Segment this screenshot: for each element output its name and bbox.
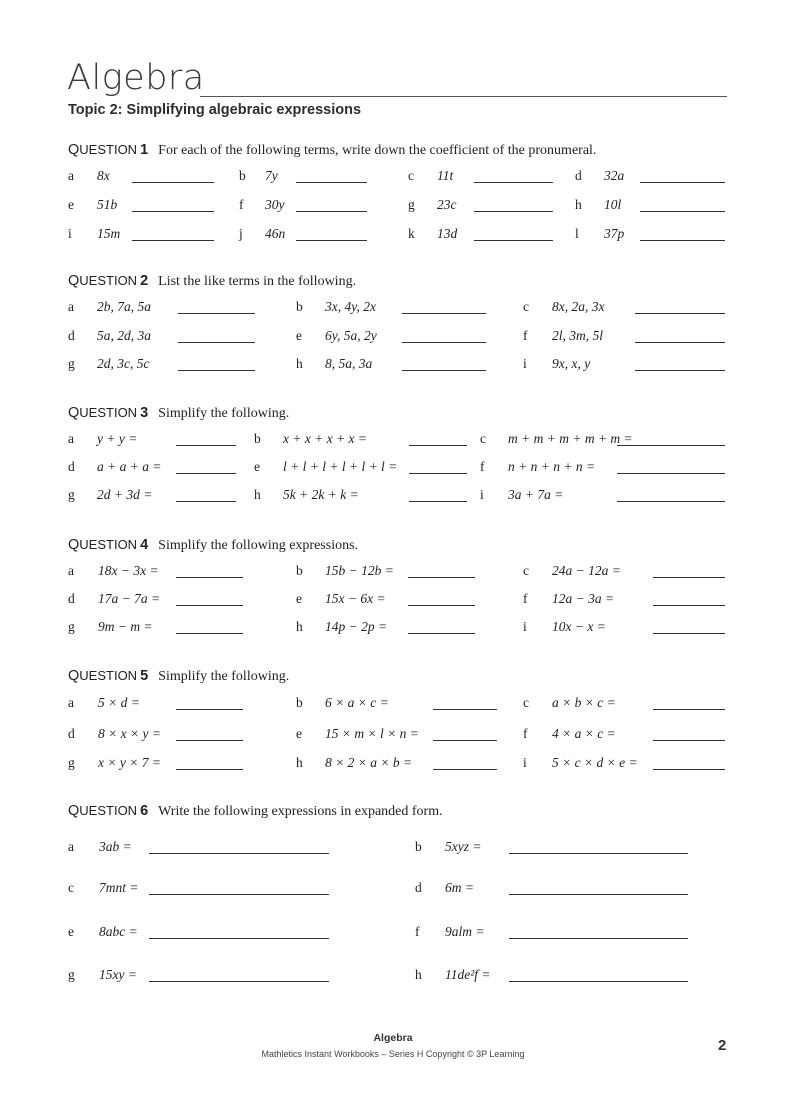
item-expression: 6 × a × c =	[325, 695, 389, 710]
item-expression: 23c	[437, 197, 457, 212]
answer-line[interactable]	[402, 370, 486, 371]
answer-line[interactable]	[617, 445, 725, 446]
question-number: 1	[140, 142, 149, 158]
item-letter: a	[68, 695, 74, 710]
answer-line[interactable]	[509, 981, 688, 982]
answer-line[interactable]	[474, 211, 553, 212]
item-expression: 9m − m =	[98, 619, 153, 634]
answer-line[interactable]	[149, 981, 329, 982]
answer-line[interactable]	[409, 445, 467, 446]
item-letter: f	[239, 197, 244, 212]
item-letter: a	[68, 839, 74, 854]
answer-line[interactable]	[474, 182, 553, 183]
question-label: QUESTION	[68, 803, 138, 819]
item-letter: d	[415, 880, 422, 895]
question-instruction: For each of the following terms, write down the coefficient of the pronumeral.	[158, 143, 597, 158]
answer-line[interactable]	[653, 577, 725, 578]
answer-line[interactable]	[653, 633, 725, 634]
item-letter: l	[575, 226, 579, 241]
answer-line[interactable]	[408, 605, 475, 606]
question-number: 6	[140, 803, 149, 819]
item-letter: e	[254, 459, 260, 474]
question-instruction: Simplify the following.	[158, 406, 290, 421]
answer-line[interactable]	[176, 501, 236, 502]
question-5-heading	[68, 668, 289, 685]
item-letter: g	[68, 619, 75, 634]
question-label: QUESTION	[68, 142, 138, 158]
answer-line[interactable]	[176, 577, 243, 578]
item-letter: c	[523, 563, 529, 578]
item-letter: a	[68, 299, 74, 314]
item-expression: 37p	[604, 226, 625, 241]
item-expression: x + x + x + x =	[283, 431, 368, 446]
page-number: 2	[718, 1037, 727, 1054]
answer-line[interactable]	[149, 853, 329, 854]
item-expression: 32a	[604, 168, 625, 183]
question-label: QUESTION	[68, 668, 138, 684]
item-expression: 15xy =	[99, 967, 137, 982]
item-letter: b	[296, 563, 303, 578]
item-letter: f	[415, 924, 420, 939]
item-letter: h	[296, 619, 303, 634]
topic-heading: Topic 2: Simplifying algebraic expressions	[68, 102, 362, 118]
question-instruction: List the like terms in the following.	[158, 274, 357, 289]
item-letter: e	[68, 197, 74, 212]
item-letter: b	[296, 299, 303, 314]
item-letter: d	[68, 591, 75, 606]
answer-line[interactable]	[640, 240, 725, 241]
item-expression: 10x − x =	[552, 619, 606, 634]
answer-line[interactable]	[635, 313, 725, 314]
item-letter: e	[296, 591, 302, 606]
footer-title: Algebra	[373, 1032, 413, 1044]
answer-line[interactable]	[509, 853, 688, 854]
item-expression: 7y	[265, 168, 278, 183]
item-expression: 9alm =	[445, 924, 485, 939]
item-letter: f	[523, 328, 528, 343]
answer-line[interactable]	[176, 473, 236, 474]
item-expression: a × b × c =	[552, 695, 616, 710]
item-letter: b	[239, 168, 246, 183]
item-letter: c	[523, 695, 529, 710]
answer-line[interactable]	[178, 313, 255, 314]
item-expression: 12a − 3a =	[552, 591, 615, 606]
answer-line[interactable]	[635, 370, 725, 371]
answer-line[interactable]	[132, 211, 214, 212]
answer-line[interactable]	[296, 240, 367, 241]
item-expression: 8abc =	[99, 924, 138, 939]
answer-line[interactable]	[149, 938, 329, 939]
question-label: QUESTION	[68, 405, 138, 421]
answer-line[interactable]	[296, 211, 367, 212]
answer-line[interactable]	[617, 473, 725, 474]
item-letter: b	[415, 839, 422, 854]
item-letter: i	[523, 755, 527, 770]
question-number: 4	[140, 537, 149, 553]
page-title: Algebra	[67, 58, 205, 98]
item-expression: 7mnt =	[99, 880, 139, 895]
item-expression: l + l + l + l + l + l =	[283, 459, 398, 474]
answer-line[interactable]	[653, 769, 725, 770]
item-letter: e	[296, 726, 302, 741]
item-expression: 2d, 3c, 5c	[97, 356, 150, 371]
answer-line[interactable]	[408, 633, 475, 634]
answer-line[interactable]	[653, 605, 725, 606]
answer-line[interactable]	[149, 894, 329, 895]
item-expression: 51b	[97, 197, 118, 212]
answer-line[interactable]	[433, 769, 497, 770]
question-2-heading	[68, 273, 356, 290]
answer-line[interactable]	[176, 445, 236, 446]
answer-line[interactable]	[176, 740, 243, 741]
item-expression: 3ab =	[99, 839, 132, 854]
answer-line[interactable]	[408, 577, 475, 578]
answer-line[interactable]	[474, 240, 553, 241]
answer-line[interactable]	[509, 938, 688, 939]
item-expression: 2l, 3m, 5l	[552, 328, 604, 343]
item-expression: 10l	[604, 197, 622, 212]
answer-line[interactable]	[296, 182, 367, 183]
answer-line[interactable]	[653, 740, 725, 741]
item-expression: 5k + 2k + k =	[283, 487, 359, 502]
answer-line[interactable]	[509, 894, 688, 895]
item-letter: c	[408, 168, 414, 183]
question-label: QUESTION	[68, 537, 138, 553]
item-expression: 17a − 7a =	[98, 591, 161, 606]
question-4-heading	[68, 537, 358, 554]
item-letter: d	[68, 328, 75, 343]
item-expression: 8 × 2 × a × b =	[325, 755, 413, 770]
item-expression: a + a + a =	[97, 459, 162, 474]
item-expression: n + n + n + n =	[508, 459, 596, 474]
item-letter: g	[68, 487, 75, 502]
question-label: QUESTION	[68, 273, 138, 289]
question-instruction: Simplify the following.	[158, 669, 290, 684]
item-letter: i	[523, 619, 527, 634]
title-rule	[200, 96, 727, 97]
item-expression: 8, 5a, 3a	[325, 356, 373, 371]
answer-line[interactable]	[635, 342, 725, 343]
item-letter: e	[296, 328, 302, 343]
item-letter: c	[68, 880, 74, 895]
answer-line[interactable]	[433, 740, 497, 741]
item-expression: 3x, 4y, 2x	[325, 299, 376, 314]
item-letter: d	[68, 726, 75, 741]
answer-line[interactable]	[402, 313, 486, 314]
item-expression: 30y	[265, 197, 285, 212]
question-instruction: Write the following expressions in expanded form.	[158, 804, 443, 819]
item-letter: b	[296, 695, 303, 710]
item-expression: 13d	[437, 226, 458, 241]
item-expression: 6y, 5a, 2y	[325, 328, 377, 343]
question-instruction: Simplify the following expressions.	[158, 538, 359, 553]
item-letter: h	[296, 356, 303, 371]
item-expression: 11de²f =	[445, 967, 491, 982]
answer-line[interactable]	[176, 769, 243, 770]
item-letter: g	[68, 356, 75, 371]
item-expression: 15b − 12b =	[325, 563, 394, 578]
answer-line[interactable]	[132, 182, 214, 183]
item-letter: b	[254, 431, 261, 446]
item-letter: i	[480, 487, 484, 502]
item-expression: 15m	[97, 226, 121, 241]
answer-line[interactable]	[653, 709, 725, 710]
item-letter: h	[415, 967, 422, 982]
item-expression: 8 × x × y =	[98, 726, 161, 741]
item-letter: a	[68, 168, 74, 183]
item-letter: f	[523, 726, 528, 741]
answer-line[interactable]	[640, 182, 725, 183]
item-letter: d	[68, 459, 75, 474]
question-number: 3	[140, 405, 149, 421]
question-number: 5	[140, 668, 149, 684]
item-expression: 8x	[97, 168, 110, 183]
item-letter: g	[68, 967, 75, 982]
item-letter: g	[68, 755, 75, 770]
item-expression: 5 × c × d × e =	[552, 755, 638, 770]
answer-line[interactable]	[178, 342, 255, 343]
answer-line[interactable]	[640, 211, 725, 212]
item-letter: j	[239, 226, 243, 241]
answer-line[interactable]	[433, 709, 497, 710]
item-expression: 11t	[437, 168, 454, 183]
item-letter: i	[523, 356, 527, 371]
answer-line[interactable]	[409, 501, 467, 502]
item-expression: x × y × 7 =	[98, 755, 161, 770]
answer-line[interactable]	[176, 605, 243, 606]
question-number: 2	[140, 273, 149, 289]
item-letter: h	[296, 755, 303, 770]
item-letter: f	[523, 591, 528, 606]
answer-line[interactable]	[176, 633, 243, 634]
item-expression: 2d + 3d =	[97, 487, 153, 502]
item-expression: 5 × d =	[98, 695, 140, 710]
answer-line[interactable]	[402, 342, 486, 343]
item-expression: 3a + 7a =	[508, 487, 564, 502]
question-3-heading	[68, 405, 289, 422]
item-letter: a	[68, 563, 74, 578]
item-letter: k	[408, 226, 415, 241]
question-1-heading	[68, 142, 596, 159]
item-letter: g	[408, 197, 415, 212]
item-letter: a	[68, 431, 74, 446]
item-expression: 24a − 12a =	[552, 563, 621, 578]
answer-line[interactable]	[178, 370, 255, 371]
item-expression: 15 × m × l × n =	[325, 726, 419, 741]
item-expression: 6m =	[445, 880, 474, 895]
item-expression: 4 × a × c =	[552, 726, 616, 741]
item-expression: 15x − 6x =	[325, 591, 386, 606]
item-letter: c	[480, 431, 486, 446]
answer-line[interactable]	[132, 240, 214, 241]
item-letter: e	[68, 924, 74, 939]
item-letter: h	[575, 197, 582, 212]
answer-line[interactable]	[617, 501, 725, 502]
item-expression: 9x, x, y	[552, 356, 591, 371]
item-expression: 2b, 7a, 5a	[97, 299, 151, 314]
item-expression: 5a, 2d, 3a	[97, 328, 151, 343]
item-expression: m + m + m + m + m =	[508, 431, 633, 446]
answer-line[interactable]	[176, 709, 243, 710]
item-expression: y + y =	[97, 431, 138, 446]
answer-line[interactable]	[409, 473, 467, 474]
item-letter: i	[68, 226, 72, 241]
item-expression: 5xyz =	[445, 839, 482, 854]
footer-copyright: Mathletics Instant Workbooks – Series H Copyright © 3P Learning	[261, 1049, 525, 1059]
item-expression: 46n	[265, 226, 286, 241]
item-expression: 8x, 2a, 3x	[552, 299, 605, 314]
item-letter: f	[480, 459, 485, 474]
item-letter: c	[523, 299, 529, 314]
question-6-heading	[68, 803, 443, 820]
item-letter: h	[254, 487, 261, 502]
item-letter: d	[575, 168, 582, 183]
item-expression: 18x − 3x =	[98, 563, 159, 578]
item-expression: 14p − 2p =	[325, 619, 388, 634]
